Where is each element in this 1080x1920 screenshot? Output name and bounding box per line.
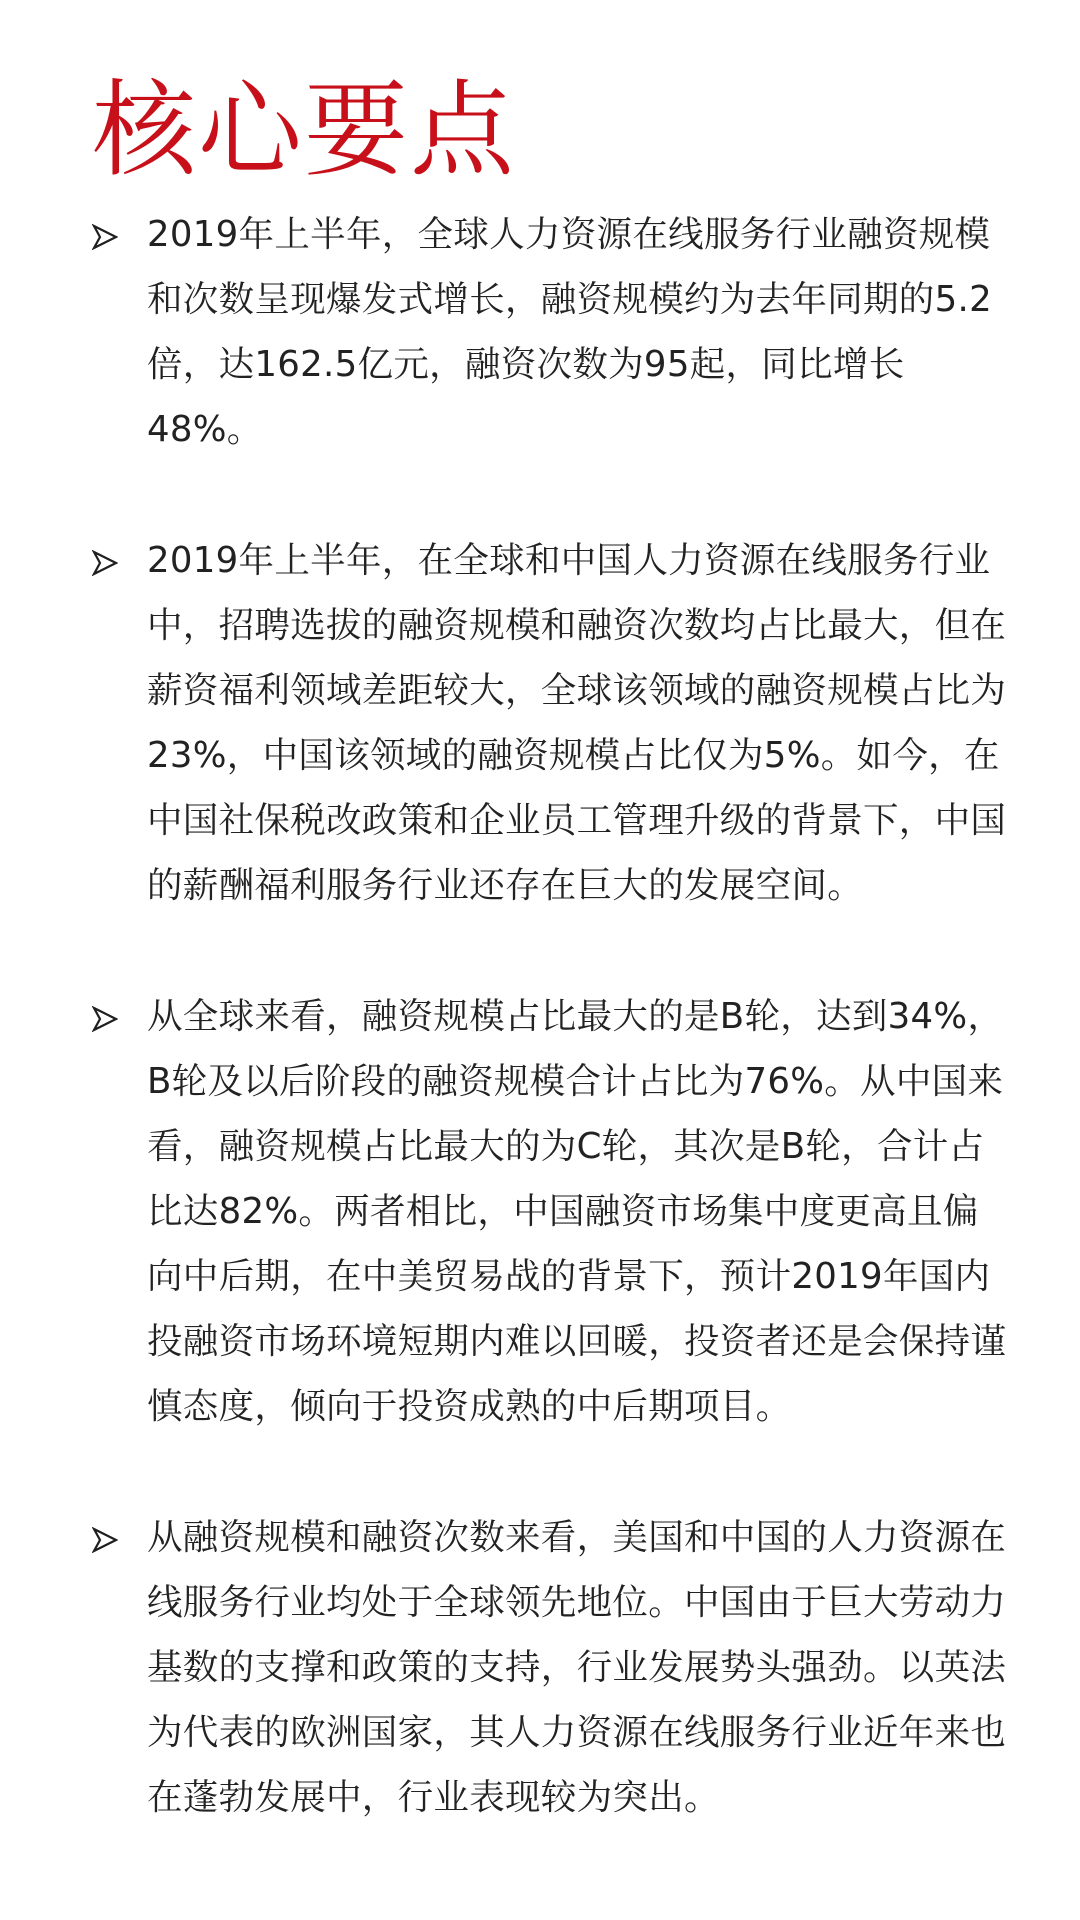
key-point-text: 2019年上半年，在全球和中国人力资源在线服务行业中，招聘选拔的融资规模和融资次数均占比最大，但在薪资福利领域差距较大，全球该领域的融资规模占比为23%，中国该领域的融资规模占比仅为5%。如今，在中国社保税改政策和企业员工管理升级的背景下，中国的薪酬福利服务行业还存在巨大的发展空间。 (147, 540, 1007, 906)
key-point-item (92, 528, 1012, 918)
key-point-text: 2019年上半年，全球人力资源在线服务行业融资规模和次数呈现爆发式增长，融资规模约为去年同期的5.2倍，达162.5亿元，融资次数为95起，同比增长48%。 (147, 214, 992, 450)
key-point-text: 从融资规模和融资次数来看，美国和中国的人力资源在线服务行业均处于全球领先地位。中国由于巨大劳动力基数的支撑和政策的支持，行业发展势头强劲。以英法为代表的欧洲国家，其人力资源在线服务行业近年来也在蓬勃发展中，行业表现较为突出。 (147, 1517, 1007, 1818)
arrowhead-bullet-icon (92, 1527, 118, 1553)
page-title: 核心要点 (92, 69, 517, 191)
key-point-text: 从全球来看，融资规模占比最大的是B轮，达到34%，B轮及以后阶段的融资规模合计占比为76%。从中国来看，融资规模占比最大的为C轮，其次是B轮，合计占比达82%。两者相比，中国融资市场集中度更高且偏向中后期，在中美贸易战的背景下，预计2019年国内投融资市场环境短期内难以回暖，投资者还是会保持谨慎态度，倾向于投资成熟的中后期项目。 (147, 996, 1007, 1427)
arrowhead-bullet-icon (92, 1006, 118, 1032)
key-point-item (92, 202, 1012, 462)
key-point-item (92, 1505, 1012, 1830)
key-point-item (92, 984, 1012, 1439)
key-points-list (92, 202, 1012, 1896)
arrowhead-bullet-icon (92, 224, 118, 250)
arrowhead-bullet-icon (92, 550, 118, 576)
